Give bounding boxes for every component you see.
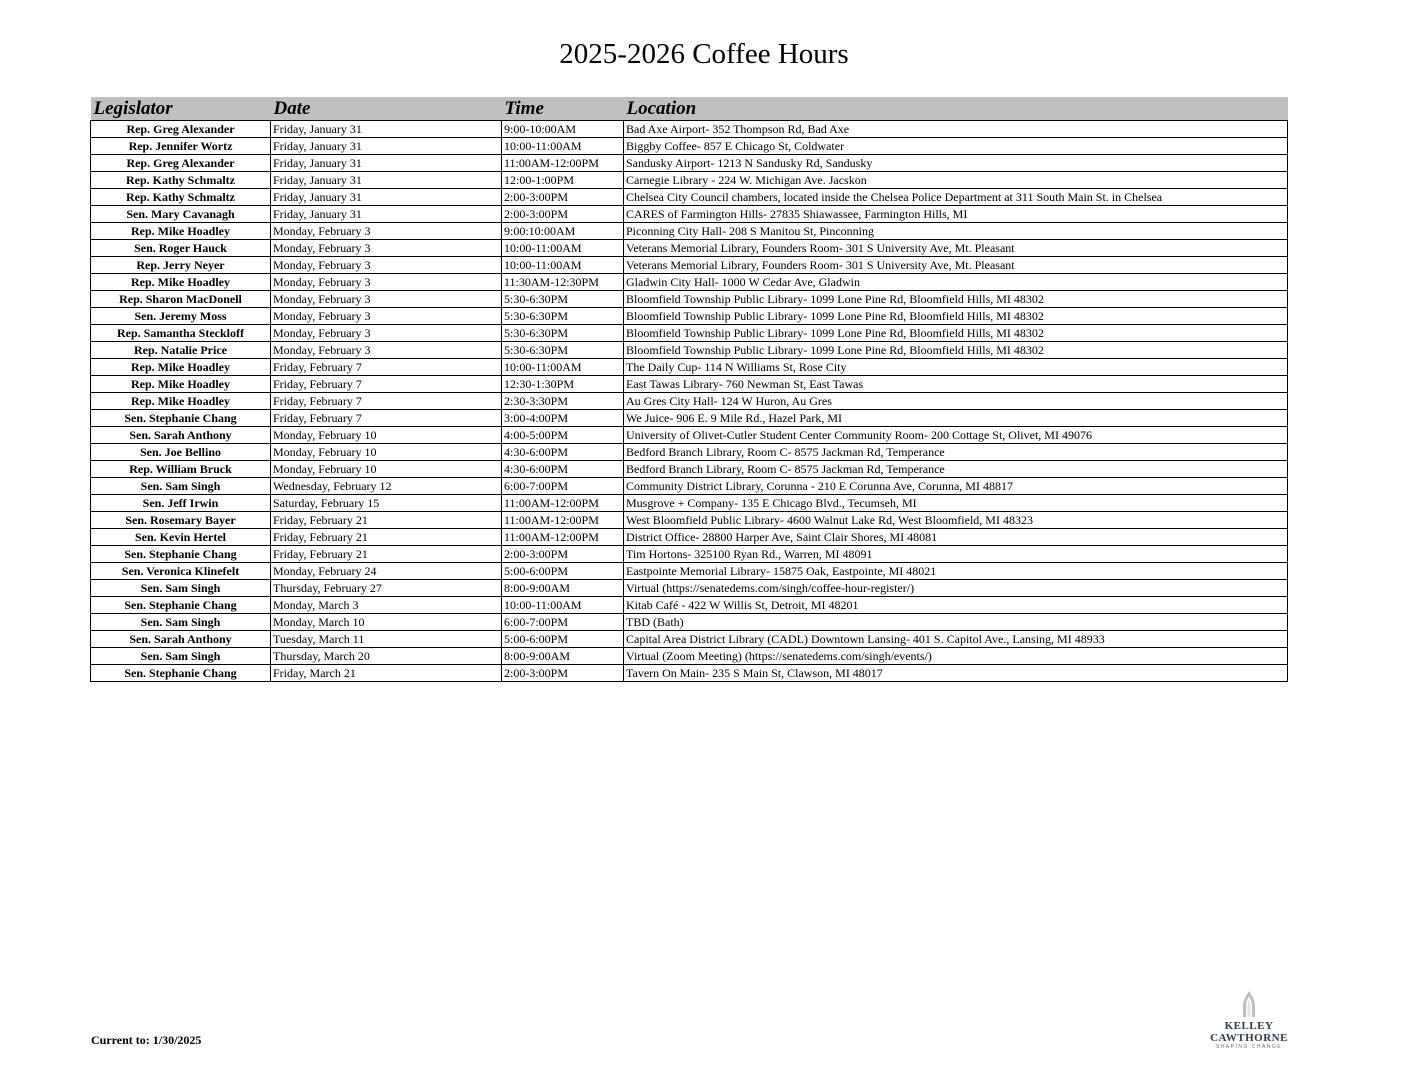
- cell-time: 11:30AM-12:30PM: [502, 274, 624, 291]
- cell-date: Friday, February 7: [271, 359, 502, 376]
- cell-time: 10:00-11:00AM: [502, 138, 624, 155]
- cell-location: Musgrove + Company- 135 E Chicago Blvd., Tecumseh, MI: [624, 495, 1288, 512]
- cell-time: 4:30-6:00PM: [502, 444, 624, 461]
- table-row: [91, 121, 1288, 138]
- cell-location: The Daily Cup- 114 N Williams St, Rose City: [624, 359, 1288, 376]
- cell-time: 4:00-5:00PM: [502, 427, 624, 444]
- table-row: [91, 427, 1288, 444]
- cell-location: Bedford Branch Library, Room C- 8575 Jackman Rd, Temperance: [624, 461, 1288, 478]
- cell-legislator: Sen. Mary Cavanagh: [91, 206, 271, 223]
- table-row: [91, 393, 1288, 410]
- cell-date: Monday, February 10: [271, 427, 502, 444]
- cell-date: Monday, February 3: [271, 223, 502, 240]
- arch-flame-logo-icon: [1237, 990, 1261, 1018]
- cell-legislator: Sen. Stephanie Chang: [91, 665, 271, 682]
- cell-date: Friday, February 21: [271, 529, 502, 546]
- cell-legislator: Sen. Sarah Anthony: [91, 631, 271, 648]
- header-time: Time: [502, 97, 624, 121]
- cell-legislator: Rep. Mike Hoadley: [91, 359, 271, 376]
- cell-date: Saturday, February 15: [271, 495, 502, 512]
- cell-date: Friday, March 21: [271, 665, 502, 682]
- cell-location: CARES of Farmington Hills- 27835 Shiawassee, Farmington Hills, MI: [624, 206, 1288, 223]
- cell-time: 2:00-3:00PM: [502, 546, 624, 563]
- page-title: 2025-2026 Coffee Hours: [559, 38, 849, 70]
- cell-location: Bad Axe Airport- 352 Thompson Rd, Bad Axe: [624, 121, 1288, 138]
- cell-time: 4:30-6:00PM: [502, 461, 624, 478]
- cell-location: Bloomfield Township Public Library- 1099 Lone Pine Rd, Bloomfield Hills, MI 48302: [624, 308, 1288, 325]
- coffee-hours-table: [90, 97, 1288, 682]
- header-legislator: Legislator: [91, 97, 271, 121]
- table-row: [91, 478, 1288, 495]
- table-row: [91, 546, 1288, 563]
- table-row: [91, 631, 1288, 648]
- cell-legislator: Sen. Stephanie Chang: [91, 410, 271, 427]
- cell-location: Bedford Branch Library, Room C- 8575 Jackman Rd, Temperance: [624, 444, 1288, 461]
- cell-location: Tavern On Main- 235 S Main St, Clawson, MI 48017: [624, 665, 1288, 682]
- cell-date: Monday, February 24: [271, 563, 502, 580]
- cell-time: 10:00-11:00AM: [502, 240, 624, 257]
- cell-legislator: Sen. Jeff Irwin: [91, 495, 271, 512]
- logo-brand-text: KELLEY CAWTHORNE: [1210, 1020, 1288, 1044]
- cell-time: 5:30-6:30PM: [502, 342, 624, 359]
- cell-location: We Juice- 906 E. 9 Mile Rd., Hazel Park, MI: [624, 410, 1288, 427]
- table-row: [91, 155, 1288, 172]
- cell-location: Veterans Memorial Library, Founders Room- 301 S University Ave, Mt. Pleasant: [624, 257, 1288, 274]
- cell-date: Monday, February 3: [271, 308, 502, 325]
- cell-legislator: Rep. Greg Alexander: [91, 155, 271, 172]
- cell-location: Community District Library, Corunna - 210 E Corunna Ave, Corunna, MI 48817: [624, 478, 1288, 495]
- cell-date: Thursday, March 20: [271, 648, 502, 665]
- cell-legislator: Sen. Rosemary Bayer: [91, 512, 271, 529]
- cell-date: Friday, January 31: [271, 138, 502, 155]
- table-row: [91, 342, 1288, 359]
- cell-date: Friday, February 7: [271, 376, 502, 393]
- cell-time: 10:00-11:00AM: [502, 359, 624, 376]
- cell-location: Eastpointe Memorial Library- 15875 Oak, Eastpointe, MI 48021: [624, 563, 1288, 580]
- cell-legislator: Rep. Greg Alexander: [91, 121, 271, 138]
- cell-location: Gladwin City Hall- 1000 W Cedar Ave, Gladwin: [624, 274, 1288, 291]
- cell-time: 9:00:10:00AM: [502, 223, 624, 240]
- cell-location: Bloomfield Township Public Library- 1099 Lone Pine Rd, Bloomfield Hills, MI 48302: [624, 342, 1288, 359]
- cell-date: Friday, January 31: [271, 172, 502, 189]
- cell-time: 2:00-3:00PM: [502, 665, 624, 682]
- current-to-note: Current to: 1/30/2025: [91, 1033, 202, 1047]
- cell-location: District Office- 28800 Harper Ave, Saint Clair Shores, MI 48081: [624, 529, 1288, 546]
- cell-legislator: Sen. Sam Singh: [91, 580, 271, 597]
- cell-time: 6:00-7:00PM: [502, 614, 624, 631]
- cell-time: 10:00-11:00AM: [502, 257, 624, 274]
- table-row: [91, 359, 1288, 376]
- cell-location: Biggby Coffee- 857 E Chicago St, Coldwater: [624, 138, 1288, 155]
- cell-legislator: Sen. Veronica Klinefelt: [91, 563, 271, 580]
- cell-time: 12:00-1:00PM: [502, 172, 624, 189]
- cell-date: Monday, February 3: [271, 291, 502, 308]
- cell-legislator: Rep. Jennifer Wortz: [91, 138, 271, 155]
- cell-location: Veterans Memorial Library, Founders Room- 301 S University Ave, Mt. Pleasant: [624, 240, 1288, 257]
- cell-date: Wednesday, February 12: [271, 478, 502, 495]
- cell-time: 5:30-6:30PM: [502, 308, 624, 325]
- logo-tagline: SHAPING CHANGE: [1215, 1044, 1283, 1050]
- table-row: [91, 495, 1288, 512]
- table-row: [91, 172, 1288, 189]
- table-row: [91, 325, 1288, 342]
- cell-legislator: Rep. Kathy Schmaltz: [91, 172, 271, 189]
- cell-location: East Tawas Library- 760 Newman St, East Tawas: [624, 376, 1288, 393]
- cell-legislator: Rep. Sharon MacDonell: [91, 291, 271, 308]
- cell-date: Monday, March 10: [271, 614, 502, 631]
- cell-location: Kitab Café - 422 W Willis St, Detroit, MI 48201: [624, 597, 1288, 614]
- cell-legislator: Sen. Sarah Anthony: [91, 427, 271, 444]
- cell-time: 3:00-4:00PM: [502, 410, 624, 427]
- cell-legislator: Rep. Kathy Schmaltz: [91, 189, 271, 206]
- cell-date: Monday, February 3: [271, 240, 502, 257]
- header-date: Date: [271, 97, 502, 121]
- table-row: [91, 665, 1288, 682]
- cell-time: 6:00-7:00PM: [502, 478, 624, 495]
- cell-location: Carnegie Library - 224 W. Michigan Ave. Jacskon: [624, 172, 1288, 189]
- table-row: [91, 563, 1288, 580]
- cell-time: 11:00AM-12:00PM: [502, 512, 624, 529]
- cell-date: Monday, March 3: [271, 597, 502, 614]
- cell-legislator: Sen. Joe Bellino: [91, 444, 271, 461]
- cell-time: 8:00-9:00AM: [502, 648, 624, 665]
- cell-location: Capital Area District Library (CADL) Downtown Lansing- 401 S. Capitol Ave., Lansing, MI 48933: [624, 631, 1288, 648]
- cell-legislator: Sen. Sam Singh: [91, 648, 271, 665]
- cell-location: Bloomfield Township Public Library- 1099 Lone Pine Rd, Bloomfield Hills, MI 48302: [624, 325, 1288, 342]
- cell-date: Friday, January 31: [271, 155, 502, 172]
- table-header: [91, 97, 1288, 121]
- table-row: [91, 376, 1288, 393]
- cell-time: 11:00AM-12:00PM: [502, 495, 624, 512]
- cell-date: Monday, February 3: [271, 257, 502, 274]
- cell-time: 5:30-6:30PM: [502, 291, 624, 308]
- cell-time: 5:30-6:30PM: [502, 325, 624, 342]
- cell-legislator: Sen. Jeremy Moss: [91, 308, 271, 325]
- cell-legislator: Sen. Sam Singh: [91, 614, 271, 631]
- cell-time: 5:00-6:00PM: [502, 563, 624, 580]
- table-row: [91, 138, 1288, 155]
- table-row: [91, 206, 1288, 223]
- cell-location: Chelsea City Council chambers, located inside the Chelsea Police Department at 311 South Main St. in Chelsea: [624, 189, 1288, 206]
- cell-date: Friday, February 7: [271, 410, 502, 427]
- cell-legislator: Rep. William Bruck: [91, 461, 271, 478]
- table-row: [91, 614, 1288, 631]
- cell-legislator: Rep. Mike Hoadley: [91, 223, 271, 240]
- header-location: Location: [624, 97, 1288, 121]
- table-row: [91, 444, 1288, 461]
- cell-legislator: Sen. Stephanie Chang: [91, 546, 271, 563]
- cell-legislator: Rep. Natalie Price: [91, 342, 271, 359]
- cell-legislator: Rep. Mike Hoadley: [91, 376, 271, 393]
- table-row: [91, 223, 1288, 240]
- table-row: [91, 189, 1288, 206]
- cell-location: West Bloomfield Public Library- 4600 Walnut Lake Rd, West Bloomfield, MI 48323: [624, 512, 1288, 529]
- cell-date: Friday, January 31: [271, 189, 502, 206]
- cell-time: 5:00-6:00PM: [502, 631, 624, 648]
- cell-date: Tuesday, March 11: [271, 631, 502, 648]
- cell-date: Thursday, February 27: [271, 580, 502, 597]
- cell-time: 8:00-9:00AM: [502, 580, 624, 597]
- cell-location: Au Gres City Hall- 124 W Huron, Au Gres: [624, 393, 1288, 410]
- cell-time: 2:30-3:30PM: [502, 393, 624, 410]
- cell-time: 9:00-10:00AM: [502, 121, 624, 138]
- table-row: [91, 648, 1288, 665]
- cell-legislator: Rep. Mike Hoadley: [91, 393, 271, 410]
- cell-legislator: Sen. Roger Hauck: [91, 240, 271, 257]
- cell-legislator: Rep. Jerry Neyer: [91, 257, 271, 274]
- cell-time: 11:00AM-12:00PM: [502, 155, 624, 172]
- table-body: [91, 121, 1288, 682]
- cell-location: TBD (Bath): [624, 614, 1288, 631]
- cell-legislator: Sen. Sam Singh: [91, 478, 271, 495]
- cell-location: Piconning City Hall- 208 S Manitou St, Pinconning: [624, 223, 1288, 240]
- table-row: [91, 461, 1288, 478]
- cell-date: Monday, February 3: [271, 342, 502, 359]
- cell-legislator: Rep. Samantha Steckloff: [91, 325, 271, 342]
- cell-time: 12:30-1:30PM: [502, 376, 624, 393]
- cell-legislator: Sen. Stephanie Chang: [91, 597, 271, 614]
- cell-location: Sandusky Airport- 1213 N Sandusky Rd, Sandusky: [624, 155, 1288, 172]
- table-row: [91, 240, 1288, 257]
- cell-date: Friday, February 7: [271, 393, 502, 410]
- cell-location: Virtual (Zoom Meeting) (https://senatedems.com/singh/events/): [624, 648, 1288, 665]
- cell-location: Bloomfield Township Public Library- 1099 Lone Pine Rd, Bloomfield Hills, MI 48302: [624, 291, 1288, 308]
- table-row: [91, 308, 1288, 325]
- cell-location: Virtual (https://senatedems.com/singh/coffee-hour-register/): [624, 580, 1288, 597]
- cell-legislator: Rep. Mike Hoadley: [91, 274, 271, 291]
- table-row: [91, 529, 1288, 546]
- cell-time: 10:00-11:00AM: [502, 597, 624, 614]
- table-row: [91, 257, 1288, 274]
- table-row: [91, 512, 1288, 529]
- cell-date: Monday, February 3: [271, 274, 502, 291]
- table-row: [91, 291, 1288, 308]
- cell-location: University of Olivet-Cutler Student Center Community Room- 200 Cottage St, Olivet, MI 49076: [624, 427, 1288, 444]
- table-row: [91, 580, 1288, 597]
- cell-date: Monday, February 3: [271, 325, 502, 342]
- cell-legislator: Sen. Kevin Hertel: [91, 529, 271, 546]
- cell-date: Friday, February 21: [271, 512, 502, 529]
- cell-time: 2:00-3:00PM: [502, 189, 624, 206]
- table-row: [91, 410, 1288, 427]
- kelley-cawthorne-logo: [1188, 990, 1310, 1050]
- cell-time: 11:00AM-12:00PM: [502, 529, 624, 546]
- table-row: [91, 597, 1288, 614]
- table-row: [91, 274, 1288, 291]
- cell-date: Monday, February 10: [271, 444, 502, 461]
- cell-time: 2:00-3:00PM: [502, 206, 624, 223]
- cell-date: Monday, February 10: [271, 461, 502, 478]
- cell-date: Friday, January 31: [271, 121, 502, 138]
- cell-date: Friday, February 21: [271, 546, 502, 563]
- cell-date: Friday, January 31: [271, 206, 502, 223]
- cell-location: Tim Hortons- 325100 Ryan Rd., Warren, MI 48091: [624, 546, 1288, 563]
